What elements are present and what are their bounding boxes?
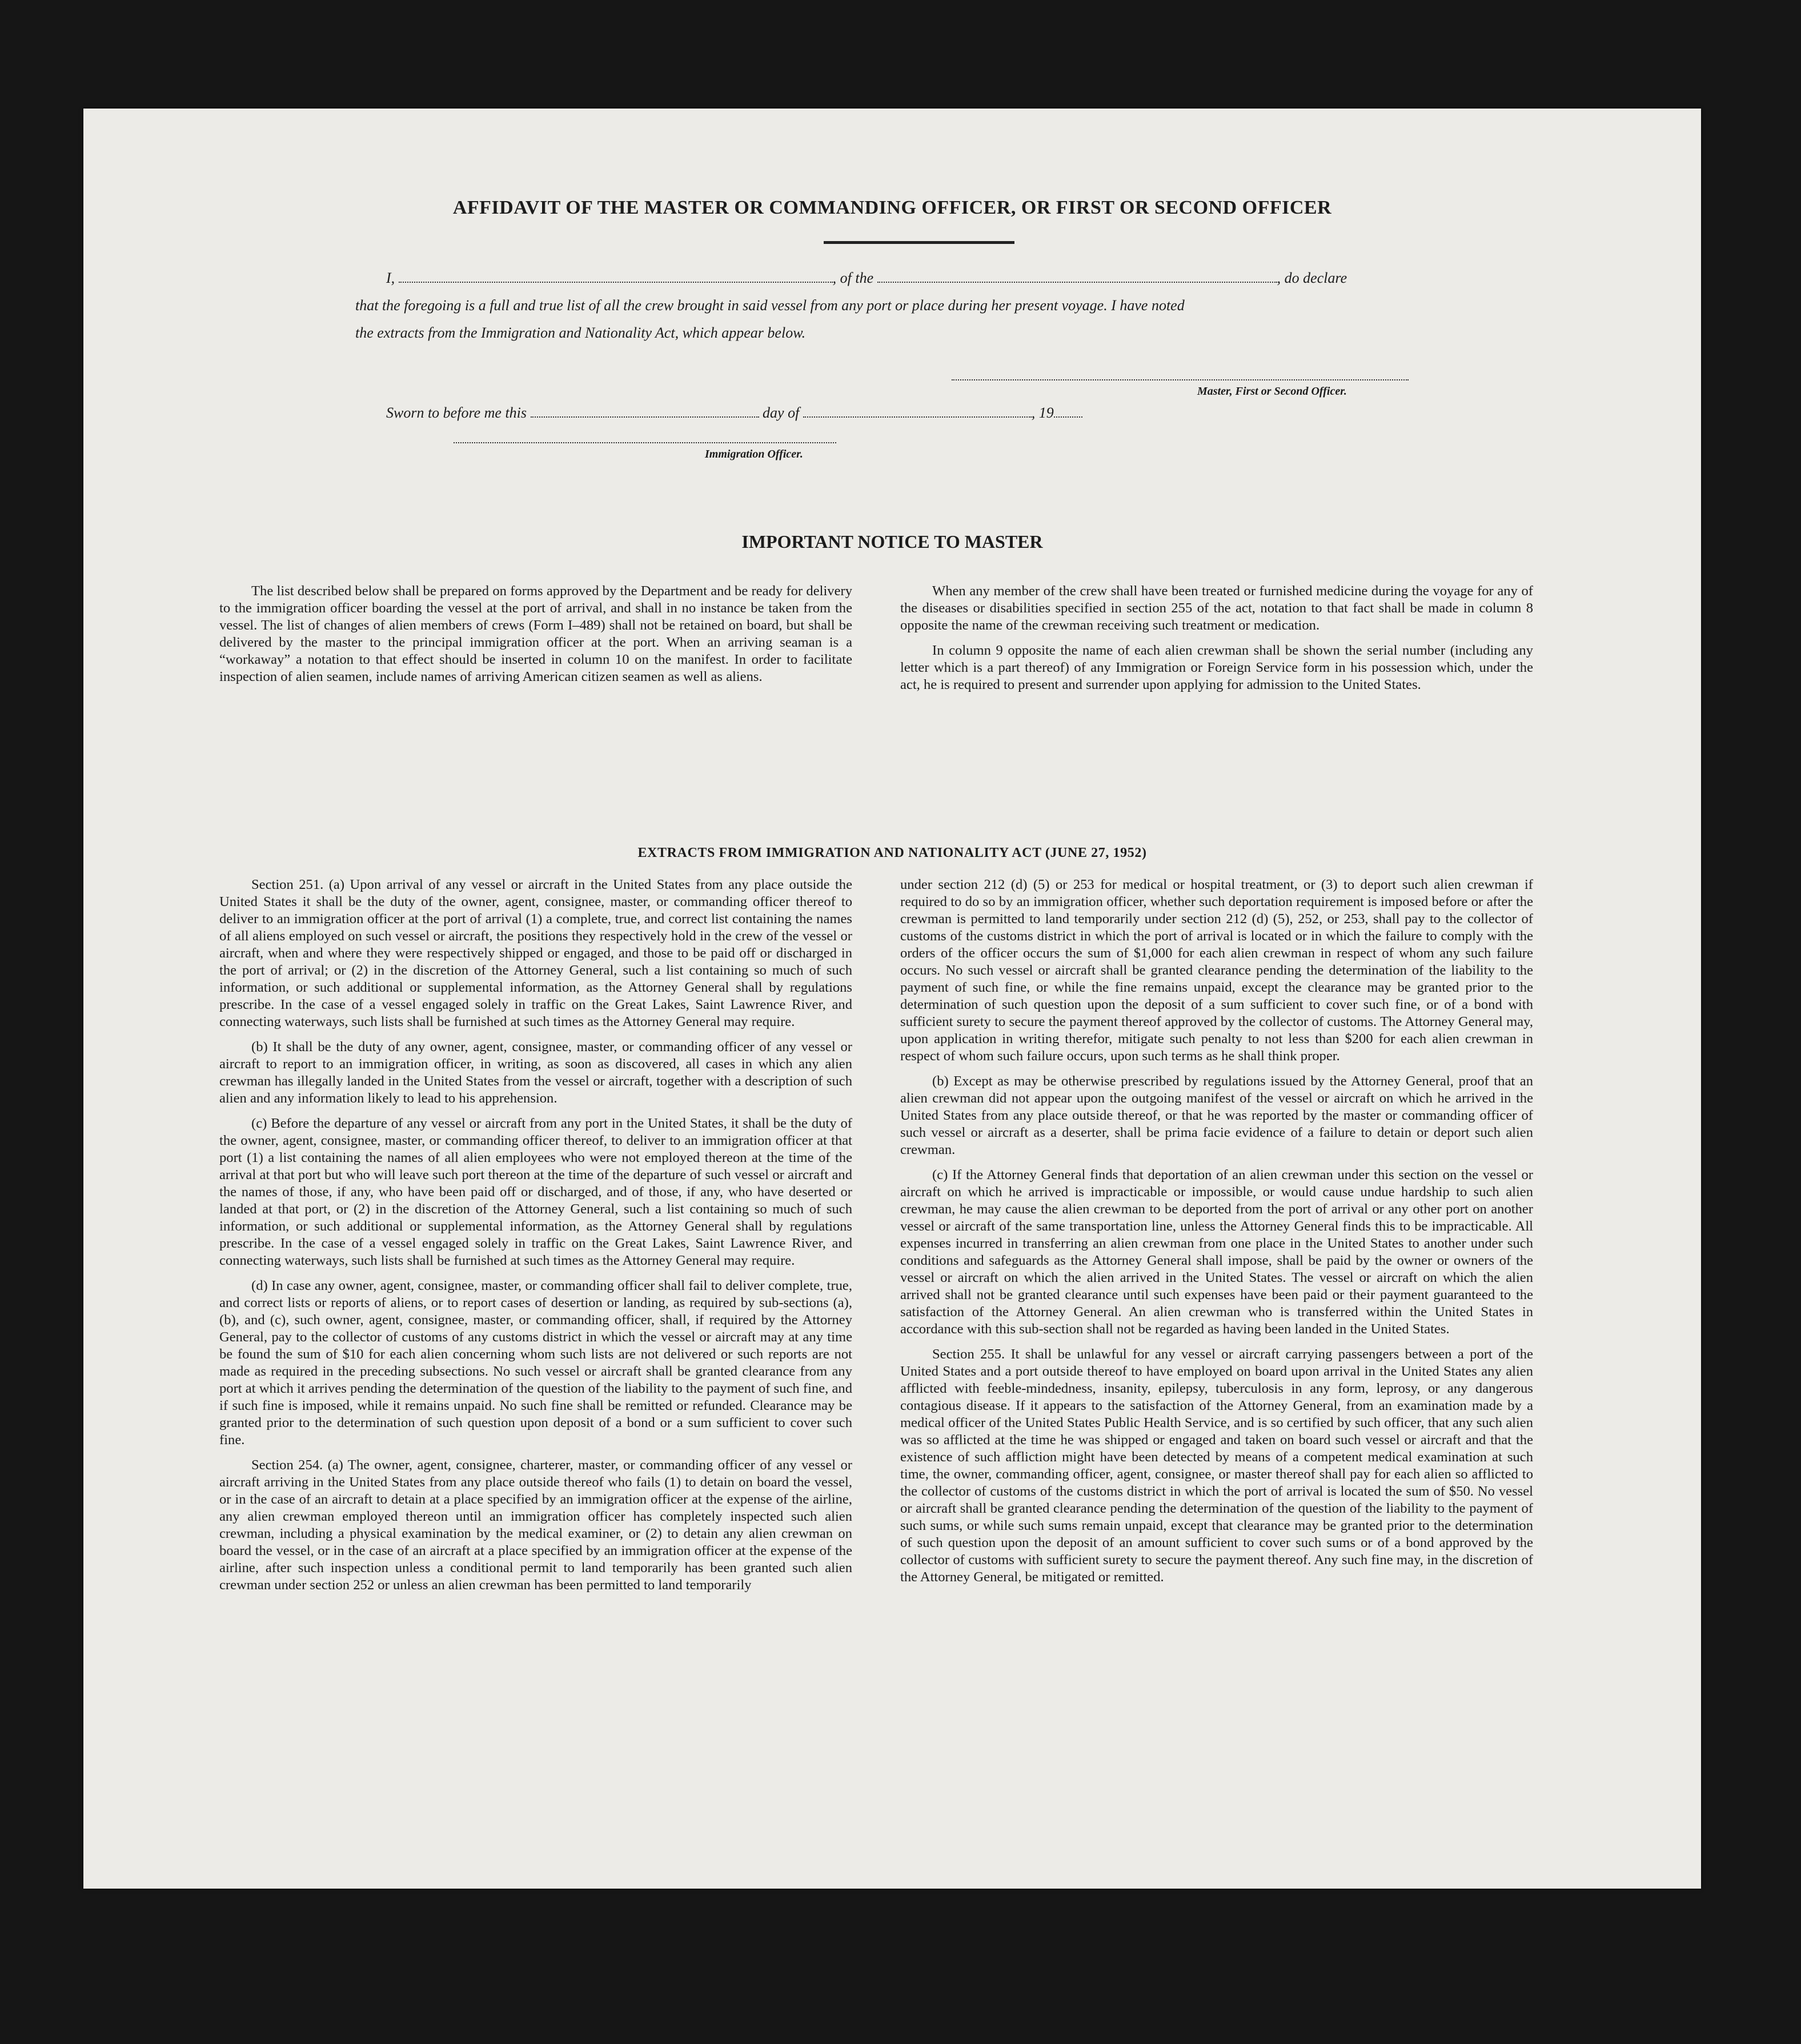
sworn-month-field[interactable]	[803, 416, 1032, 418]
notice-paragraph-2: When any member of the crew shall have been treated or furnished medicine during the voyage for any of the diseases or disabilities specified in section 255 of the act, notation to that fact shall be made in column 8 opposite the name of the crewman receiving such treatment or medication.	[900, 583, 1533, 633]
notice-paragraph-1: The list described below shall be prepared on forms approved by the Department and be ready for delivery to the immigration officer boarding the vessel at the port of arrival, and shall in no instance be taken from the vessel. The list of changes of alien members of crews (Form I–489) shall not be retained on board, but shall be delivered by the master to the principal immigration officer at the port. When an arriving seaman is a “workaway” a notation to that effect should be inserted in column 10 on the manifest. In order to facilitate inspection of alien seamen, include names of arriving American citizen seamen as well as aliens.	[219, 583, 852, 684]
master-caption: Master, First or Second Officer.	[1197, 385, 1347, 398]
officer-signature-line[interactable]	[454, 442, 836, 443]
section-254-a: Section 254. (a) The owner, agent, consignee, charterer, master, or commanding officer of any vessel or aircraft arriving in the United States from any place outside thereof who fails (1) to detain on board the vessel, or in the case of an aircraft to detain at a place specified by an immigration officer at the expense of the airline, any alien crewman employed thereon until an immigration officer has completely inspected such alien crewman, including a physical examination by the medical examiner, or (2) to detain any alien crewman on board the vessel, or in the case of an aircraft at a place specified by an immigration officer at the expense of the airline, after such inspection unless a conditional permit to land temporarily has been granted such alien crewman under section 252 or unless an alien crewman has been permitted to land temporarily	[219, 1457, 852, 1593]
section-251-a: Section 251. (a) Upon arrival of any vessel or aircraft in the United States from any place outside the United States it shall be the duty of the owner, agent, consignee, master, or commanding officer thereof to deliver to an immigration officer at the port of arrival (1) a complete, true, and correct list containing the names of all aliens employed on such vessel or aircraft, the positions they respectively hold in the crew of the vessel or aircraft, when and where they were respectively shipped or engaged, and those to be paid off or discharged in the port of arrival; or (2) in the discretion of the Attorney General, such a list containing so much of such information, or such additional or supplemental information, as the Attorney General shall by regulations prescribe. In the case of a vessel engaged solely in traffic on the Great Lakes, Saint Lawrence River, and connecting waterways, such lists shall be furnished at such times as the Attorney General may require.	[219, 877, 852, 1029]
master-signature-line[interactable]	[952, 379, 1409, 380]
vessel-name-field[interactable]	[877, 282, 1277, 283]
declarant-label: I,	[386, 270, 395, 286]
extracts-left-column	[219, 876, 852, 1602]
officer-caption: Immigration Officer.	[705, 448, 803, 460]
declaration-line-3: the extracts from the Immigration and Nationality Act, which appear below.	[355, 324, 806, 341]
section-254-b: (b) Except as may be otherwise prescribed by regulations issued by the Attorney General, proof that an alien crewman did not appear upon the outgoing manifest of the vessel or aircraft on which he arrived in the United States from any place outside thereof, or that he was reported by the master or commanding officer of such vessel or aircraft as a deserter, shall be prima facie evidence of a failure to detain or deport such alien crewman.	[900, 1073, 1533, 1157]
section-251-b: (b) It shall be the duty of any owner, agent, consignee, master, or commanding officer of any vessel or aircraft to report to an immigration officer, in writing, as soon as discovered, all cases in which any alien crewman has illegally landed in the United States from the vessel or aircraft, together with a description of such alien and any information likely to lead to his apprehension.	[219, 1039, 852, 1106]
notice-paragraph-3: In column 9 opposite the name of each alien crewman shall be shown the serial number (including any letter which is a part thereof) of any Immigration or Foreign Service form in his possession which, under the act, he is required to present and surrender upon applying for admission to the United States.	[900, 643, 1533, 692]
notice-title: IMPORTANT NOTICE TO MASTER	[741, 531, 1043, 552]
vessel-label: , of the	[832, 270, 874, 286]
year-label: , 19	[1031, 404, 1054, 421]
declare-label: , do declare	[1277, 270, 1347, 286]
declarant-name-field[interactable]	[399, 282, 833, 283]
notice-right-column	[900, 583, 1533, 702]
declaration-line	[386, 270, 1347, 287]
title-rule	[824, 241, 1014, 244]
sworn-year-field[interactable]	[1054, 416, 1082, 418]
notice-left-column	[219, 583, 852, 694]
day-of-label: day of	[763, 404, 800, 421]
affidavit-title: AFFIDAVIT OF THE MASTER OR COMMANDING OFFICER, OR FIRST OR SECOND OFFICER	[452, 197, 1332, 218]
document-page	[83, 109, 1701, 1889]
section-251-d: (d) In case any owner, agent, consignee, master, or commanding officer shall fail to deliver complete, true, and correct lists or reports of aliens, or to report cases of desertion or landing, as required by sub-sections (a), (b), and (c), such owner, agent, consignee, master, or commanding officer, shall, if required by the Attorney General, pay to the collector of customs of any customs district in which the vessel or aircraft may at any time be found the sum of $10 for each alien concerning whom such lists are not delivered or such reports are not made as required in the preceding subsections. No such vessel or aircraft shall be granted clearance from any port at which it arrives pending the determination of the question of the liability to the payment of such fine, and if such fine is imposed, while it remains unpaid. No such fine shall be remitted or refunded. Clearance may be granted prior to the determination of such question upon deposit of a bond or a sum sufficient to cover such fine.	[219, 1278, 852, 1448]
extracts-title: EXTRACTS FROM IMMIGRATION AND NATIONALITY ACT (JUNE 27, 1952)	[637, 845, 1147, 860]
declaration-line-2: that the foregoing is a full and true list of all the crew brought in said vessel from any port or place during her present voyage. I have noted	[355, 297, 1185, 314]
sworn-label: Sworn to before me this	[386, 404, 527, 421]
sworn-day-field[interactable]	[531, 416, 759, 418]
section-255: Section 255. It shall be unlawful for any vessel or aircraft carrying passengers between a port of the United States and a port outside thereof to have employed on board upon arrival in the United States any alien afflicted with feeble-mindedness, insanity, epilepsy, tuberculosis in any form, leprosy, or any dangerous contagious disease. If it appears to the satisfaction of the Attorney General, from an examination made by a medical officer of the United States Public Health Service, and is so certified by such officer, that any such alien was so afflicted at the time he was shipped or engaged and taken on board such vessel or aircraft and that the existence of such affliction might have been detected by means of a competent medical examination at such time, the owner, commanding officer, agent, consignee, or master thereof shall pay for each alien so afflicted to the collector of customs of the customs district in which the port of arrival is located the sum of $50. No vessel or aircraft shall be granted clearance pending the determination of the question of the liability to the payment of such sums, or while such sums remain unpaid, except that clearance may be granted prior to the determination of such question upon the deposit of an amount sufficient to cover such sums or of a bond approved by the collector of customs with sufficient surety to secure the payment thereof. Any such fine may, in the discretion of the Attorney General, be mitigated or remitted.	[900, 1346, 1533, 1585]
sworn-line	[386, 404, 1082, 422]
section-254-c: (c) If the Attorney General finds that deportation of an alien crewman under this section on the vessel or aircraft on which he arrived is impracticable or impossible, or would cause undue hardship to such alien crewman, he may cause the alien crewman to be deported from the port of arrival or any other port on another vessel or aircraft of the same transportation line, unless the Attorney General finds this to be impracticable. All expenses incurred in transferring an alien crewman from one place in the United States to another under such conditions and safeguards as the Attorney General shall impose, shall be paid by the owner or owners of the vessel or aircraft on which the alien arrived in the United States. The vessel or aircraft on which the alien arrived shall not be granted clearance until such expenses have been paid or their payment guaranteed to the satisfaction of the Attorney General. An alien crewman who is transferred within the United States in accordance with this sub-section shall not be regarded as having been landed in the United States.	[900, 1167, 1533, 1337]
section-251-c: (c) Before the departure of any vessel or aircraft from any port in the United States, it shall be the duty of the owner, agent, consignee, master, or commanding officer thereof, to deliver to an immigration officer at that port (1) a list containing the names of all alien employees who were not employed thereon at the time of the arrival at that port but who will leave such port thereon at the time of the departure of such vessel or aircraft and the names of those, if any, who have been paid off or discharged, and of those, if any, who have deserted or landed at that port, or (2) in the discretion of the Attorney General, such a list containing so much of such information, or such additional or supplemental information, as the Attorney General shall by regulations prescribe. In the case of a vessel engaged solely in traffic on the Great Lakes, Saint Lawrence River, and connecting waterways, such lists shall be furnished at such times as the Attorney General may require.	[219, 1116, 852, 1268]
section-254-a-continued: under section 212 (d) (5) or 253 for medical or hospital treatment, or (3) to deport such alien crewman if required to do so by an immigration officer, whether such deportation requirement is imposed before or after the crewman is permitted to land temporarily under section 212 (d) (5), 252, or 253, shall pay to the collector of customs of the customs district in which the port of arrival is located or in which the failure to comply with the orders of the officer occurs the sum of $1,000 for each alien crewman in respect of whom any such failure occurs. No such vessel or aircraft shall be granted clearance pending the determination of the liability to the payment of such fine, or while the fine remains unpaid, except the clearance may be granted prior to the determination of such question upon the deposit of a sum sufficient to cover such fine, or of a bond with sufficient surety to secure the payment thereof approved by the collector of customs. The Attorney General may, upon application in writing therefor, mitigate such penalty to not less than $200 for each alien crewman in respect of whom such failure occurs, upon such terms as he shall think proper.	[900, 877, 1533, 1064]
extracts-right-column	[900, 876, 1533, 1594]
